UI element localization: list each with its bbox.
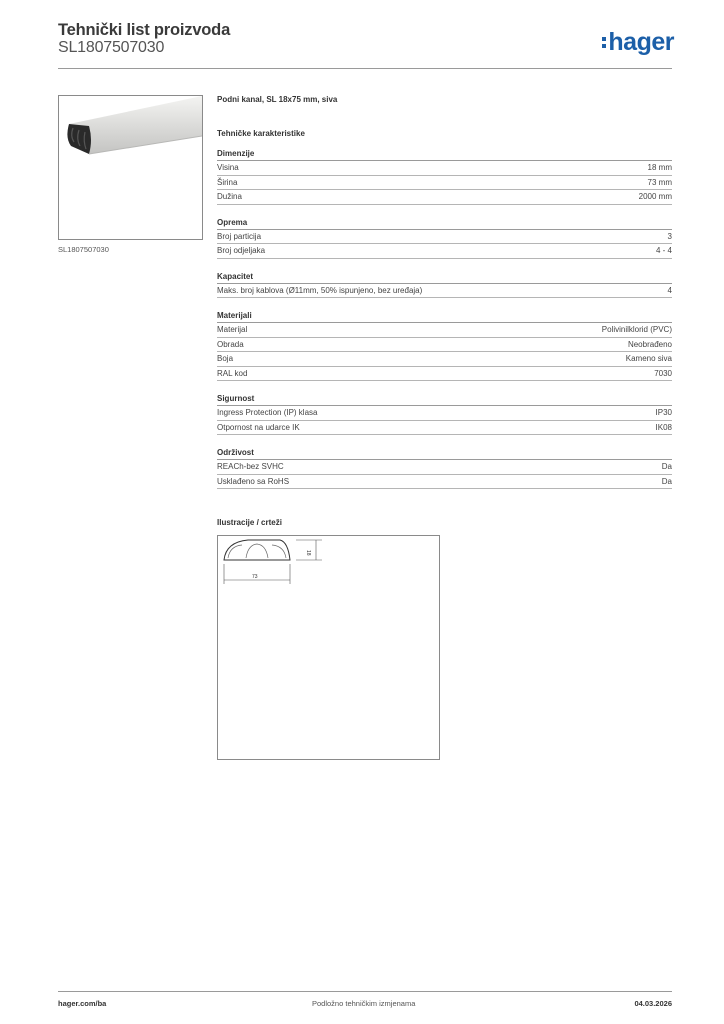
spec-row	[217, 176, 672, 191]
spec-row	[217, 323, 672, 338]
spec-label: Broj particija	[217, 231, 262, 241]
section-title: Oprema	[217, 218, 672, 230]
product-code: SL1807507030	[58, 39, 165, 56]
spec-value: Da	[661, 476, 672, 486]
section-oprema	[217, 218, 672, 259]
spec-value: 18 mm	[647, 163, 672, 172]
width-dimension: 73	[252, 574, 258, 580]
hager-logo	[602, 28, 674, 57]
technical-drawing	[217, 535, 440, 760]
illustrations-heading: Ilustracije / crteži	[217, 518, 282, 527]
spec-label: Ingress Protection (IP) klasa	[217, 408, 318, 417]
spec-label: Visina	[217, 163, 239, 172]
section-sigurnost	[217, 394, 672, 435]
section-title: Dimenzije	[217, 149, 672, 161]
spec-value: IK08	[655, 422, 672, 432]
spec-label: Broj odjeljaka	[217, 246, 266, 255]
header-divider	[58, 68, 672, 69]
spec-row	[217, 352, 672, 367]
spec-row	[217, 244, 672, 259]
spec-label: Materijal	[217, 325, 248, 334]
spec-row	[217, 421, 672, 436]
spec-label: Maks. broj kablova (Ø11mm, 50% ispunjeno, bez uređaja)	[217, 285, 423, 295]
specs-heading: Tehničke karakteristike	[217, 129, 305, 138]
spec-label: Usklađeno sa RoHS	[217, 476, 290, 486]
spec-value: IP30	[655, 408, 672, 417]
spec-value: Neobrađeno	[627, 339, 672, 349]
section-kapacitet	[217, 272, 672, 299]
spec-row	[217, 460, 672, 475]
spec-row	[217, 190, 672, 205]
spec-value: Kameno siva	[625, 354, 672, 363]
spec-value: 2000 mm	[638, 192, 672, 201]
footer-website[interactable]: hager.com/ba	[58, 999, 107, 1008]
footer-date: 04.03.2026	[634, 999, 672, 1008]
section-odrzivost	[217, 448, 672, 489]
footer-divider	[58, 991, 672, 992]
section-title: Materijali	[217, 311, 672, 323]
spec-value: Da	[661, 462, 672, 471]
height-dimension: 18	[305, 550, 311, 556]
spec-label: Obrada	[217, 339, 244, 349]
spec-row	[217, 230, 672, 245]
spec-value: Polivinilklorid (PVC)	[601, 325, 672, 334]
spec-label: Širina	[217, 177, 238, 187]
spec-row	[217, 475, 672, 490]
image-caption: SL1807507030	[58, 245, 109, 254]
section-dimenzije	[217, 149, 672, 205]
section-title: Sigurnost	[217, 394, 672, 406]
spec-label: Otpornost na udarce IK	[217, 422, 300, 432]
section-title: Kapacitet	[217, 272, 672, 284]
product-image	[58, 95, 203, 240]
logo-dots-icon	[602, 37, 606, 48]
spec-value: 3	[667, 231, 672, 241]
spec-value: 4 - 4	[655, 246, 672, 255]
page-title: Tehnički list proizvoda	[58, 21, 231, 39]
footer-note: Podložno tehničkim izmjenama	[312, 999, 416, 1008]
product-name: Podni kanal, SL 18x75 mm, siva	[217, 95, 338, 104]
spec-row	[217, 406, 672, 421]
spec-row	[217, 161, 672, 176]
spec-value: 7030	[654, 368, 672, 378]
spec-value: 4	[667, 285, 672, 295]
spec-row	[217, 338, 672, 353]
logo-text: hager	[608, 28, 674, 56]
spec-label: Dužina	[217, 192, 242, 201]
spec-label: RAL kod	[217, 368, 248, 378]
spec-content	[217, 95, 672, 489]
spec-row	[217, 367, 672, 382]
section-title: Održivost	[217, 448, 672, 460]
section-materijali	[217, 311, 672, 381]
spec-label: Boja	[217, 354, 234, 363]
spec-label: REACh-bez SVHC	[217, 462, 284, 471]
spec-row	[217, 284, 672, 299]
spec-value: 73 mm	[647, 177, 672, 187]
